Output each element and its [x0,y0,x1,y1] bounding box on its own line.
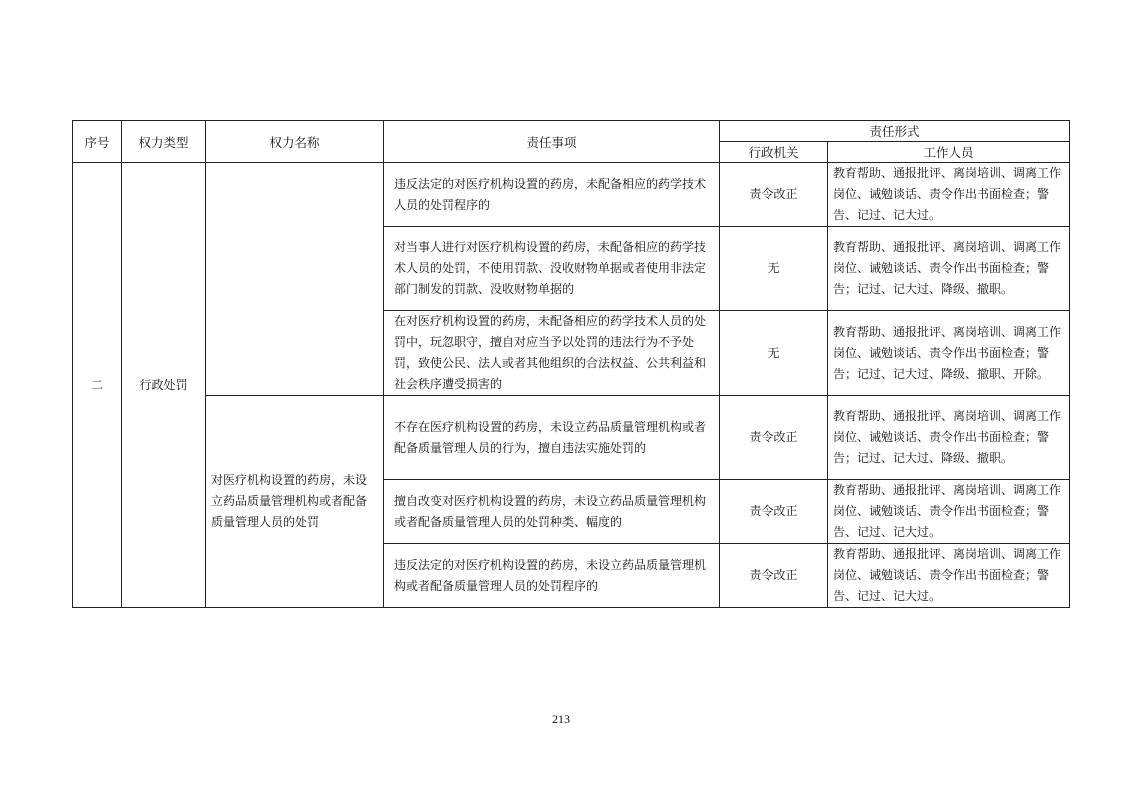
header-responsibility: 责任事项 [384,121,720,163]
staff-cell: 教育帮助、通报批评、离岗培训、调离工作岗位、诫勉谈话、责令作出书面检查；警告、记过、记大过。 [828,163,1070,227]
agency-cell: 责令改正 [720,480,828,544]
agency-cell: 责令改正 [720,396,828,480]
page-number: 213 [552,712,570,726]
responsibility-item: 不存在医疗机构设置的药房，未设立药品质量管理机构或者配备质量管理人员的行为，擅自违法实施处罚的 [384,396,720,480]
power-name-cell-2: 对医疗机构设置的药房，未设立药品质量管理机构或者配备质量管理人员的处罚 [206,396,384,608]
staff-cell: 教育帮助、通报批评、离岗培训、调离工作岗位、诫勉谈话、责令作出书面检查；警告；记过、记大过、降级、撤职。 [828,396,1070,480]
header-power-type: 权力类型 [122,121,206,163]
responsibility-item: 违反法定的对医疗机构设置的药房，未配备相应的药学技术人员的处罚程序的 [384,163,720,227]
header-agency: 行政机关 [720,142,828,163]
responsibility-item: 对当事人进行对医疗机构设置的药房，未配备相应的药学技术人员的处罚，不使用罚款、没收财物单据或者使用非法定部门制发的罚款、没收财物单据的 [384,227,720,311]
staff-cell: 教育帮助、通报批评、离岗培训、调离工作岗位、诫勉谈话、责令作出书面检查；警告、记过、记大过。 [828,480,1070,544]
responsibility-item: 违反法定的对医疗机构设置的药房，未设立药品质量管理机构或者配备质量管理人员的处罚程序的 [384,544,720,608]
responsibility-table [72,120,1070,608]
agency-cell: 责令改正 [720,544,828,608]
staff-cell: 教育帮助、通报批评、离岗培训、调离工作岗位、诫勉谈话、责令作出书面检查；警告；记过、记大过、降级、撤职。 [828,227,1070,311]
header-seq: 序号 [73,121,122,163]
staff-cell: 教育帮助、通报批评、离岗培训、调离工作岗位、诫勉谈话、责令作出书面检查；警告、记过、记大过。 [828,544,1070,608]
power-type-cell: 行政处罚 [122,163,206,608]
header-responsibility-form: 责任形式 [720,121,1070,142]
agency-cell: 无 [720,311,828,396]
header-power-name: 权力名称 [206,121,384,163]
agency-cell: 责令改正 [720,163,828,227]
staff-cell: 教育帮助、通报批评、离岗培训、调离工作岗位、诫勉谈话、责令作出书面检查；警告；记过、记大过、降级、撤职、开除。 [828,311,1070,396]
header-staff: 工作人员 [828,142,1070,163]
agency-cell: 无 [720,227,828,311]
table-row [73,396,1070,480]
power-name-cell-1 [206,163,384,396]
table-row [73,163,1070,227]
responsibility-item: 擅自改变对医疗机构设置的药房，未设立药品质量管理机构或者配备质量管理人员的处罚种类、幅度的 [384,480,720,544]
responsibility-item: 在对医疗机构设置的药房，未配备相应的药学技术人员的处罚中，玩忽职守，擅自对应当予以处罚的违法行为不予处罚，致使公民、法人或者其他组织的合法权益、公共利益和社会秩序遭受损害的 [384,311,720,396]
responsibility-table-container [72,120,1069,608]
seq-cell: 二 [73,163,122,608]
